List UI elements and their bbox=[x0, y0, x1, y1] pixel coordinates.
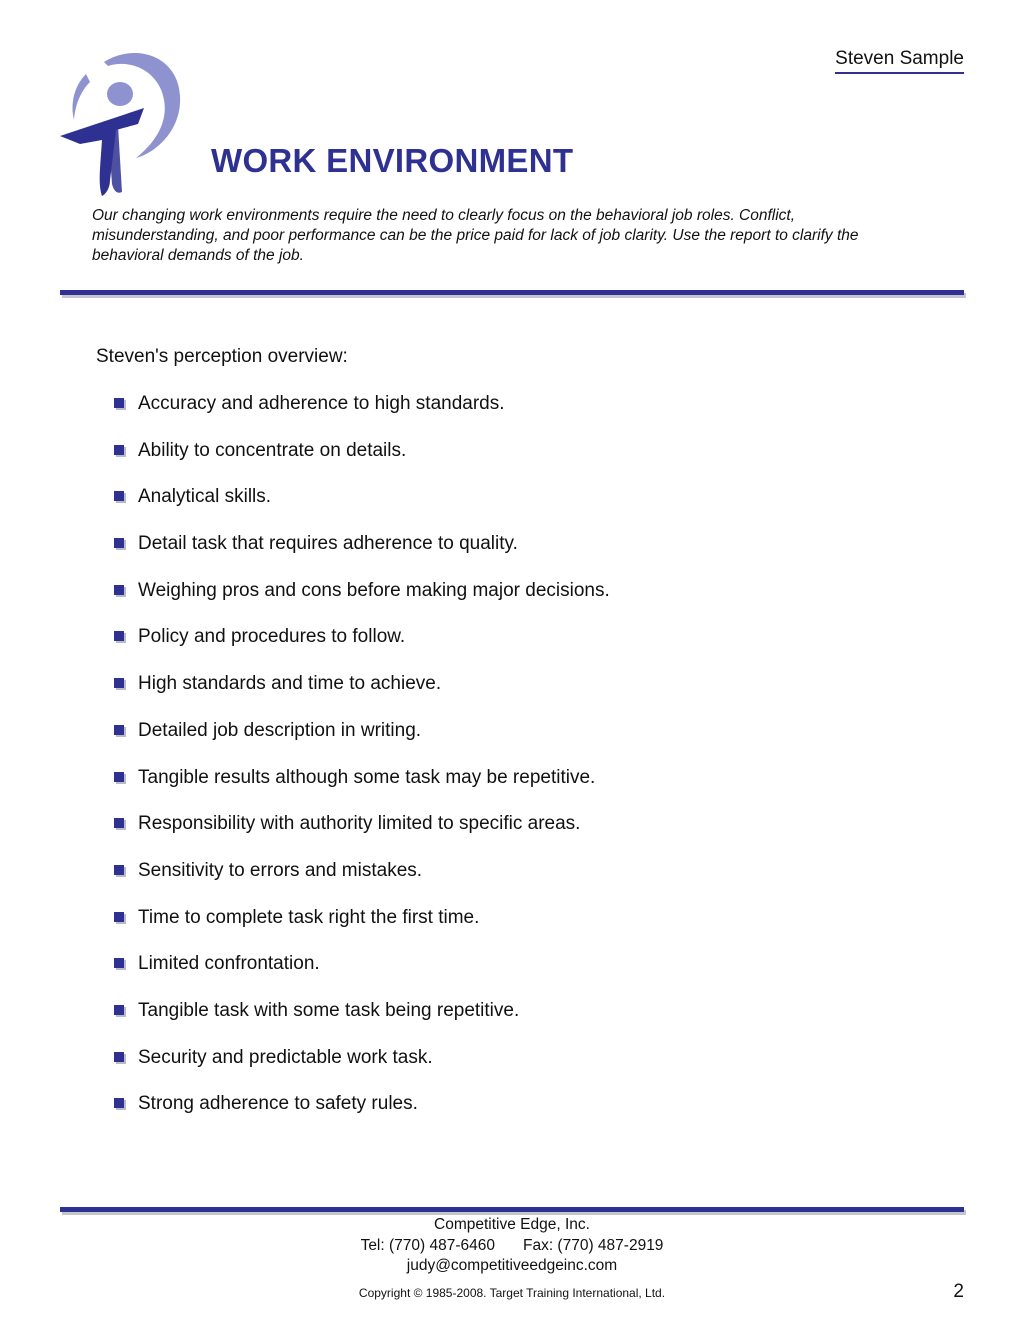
list-item-text: Responsibility with authority limited to specific areas. bbox=[138, 813, 581, 835]
list-item bbox=[114, 1092, 610, 1139]
square-bullet-icon bbox=[114, 538, 124, 548]
list-item bbox=[114, 672, 610, 719]
square-bullet-icon bbox=[114, 1052, 124, 1062]
square-bullet-icon bbox=[114, 1005, 124, 1015]
list-item-text: Policy and procedures to follow. bbox=[138, 626, 406, 648]
footer-fax: Fax: (770) 487-2919 bbox=[522, 1237, 664, 1254]
header-person-name: Steven Sample bbox=[835, 48, 964, 74]
page-title: WORK ENVIRONMENT bbox=[211, 142, 574, 179]
list-item-text: Accuracy and adherence to high standards. bbox=[138, 393, 505, 414]
list-item bbox=[114, 485, 610, 532]
list-item bbox=[114, 625, 610, 672]
list-item bbox=[114, 906, 610, 953]
list-item-text: Detailed job description in writing. bbox=[138, 719, 422, 741]
footer-company: Competitive Edge, Inc. bbox=[434, 1216, 590, 1233]
list-item bbox=[114, 766, 610, 813]
footer-contact bbox=[0, 1237, 1024, 1255]
list-item bbox=[114, 952, 610, 999]
list-item-text: Ability to concentrate on details. bbox=[138, 439, 407, 461]
intro-paragraph: Our changing work environments require the need to clearly focus on the behavioral job roles. Conflict, misunderstanding, and poor performance can be the price paid for lack of job clarity. Use the report to clarify the behavioral demands of the job. bbox=[92, 207, 859, 264]
overview-heading: Steven's perception overview: bbox=[96, 346, 348, 367]
list-item bbox=[114, 999, 610, 1046]
list-item bbox=[114, 439, 610, 486]
list-item-text: Detail task that requires adherence to quality. bbox=[138, 533, 518, 555]
list-item-text: Security and predictable work task. bbox=[138, 1046, 433, 1068]
square-bullet-icon bbox=[114, 491, 124, 501]
perception-list bbox=[114, 392, 610, 1139]
list-item bbox=[114, 392, 610, 439]
footer-copyright: Copyright © 1985-2008. Target Training International, Ltd. bbox=[358, 1286, 666, 1300]
square-bullet-icon bbox=[114, 958, 124, 968]
list-item-text: High standards and time to achieve. bbox=[138, 673, 442, 695]
square-bullet-icon bbox=[114, 1098, 124, 1108]
list-item bbox=[114, 859, 610, 906]
square-bullet-icon bbox=[114, 678, 124, 688]
list-item-text: Weighing pros and cons before making major decisions. bbox=[138, 579, 610, 601]
figure-logo-icon bbox=[56, 44, 186, 199]
footer-tel: Tel: (770) 487-6460 bbox=[360, 1237, 495, 1254]
list-item-text: Time to complete task right the first time. bbox=[138, 906, 480, 928]
square-bullet-icon bbox=[114, 725, 124, 735]
bottom-divider bbox=[60, 1207, 964, 1212]
square-bullet-icon bbox=[114, 865, 124, 875]
square-bullet-icon bbox=[114, 585, 124, 595]
square-bullet-icon bbox=[114, 912, 124, 922]
square-bullet-icon bbox=[114, 772, 124, 782]
list-item bbox=[114, 579, 610, 626]
list-item-text: Limited confrontation. bbox=[138, 953, 320, 975]
list-item bbox=[114, 1046, 610, 1093]
list-item bbox=[114, 719, 610, 766]
list-item-text: Tangible task with some task being repetitive. bbox=[138, 999, 520, 1021]
square-bullet-icon bbox=[114, 445, 124, 455]
list-item-text: Tangible results although some task may be repetitive. bbox=[138, 766, 596, 788]
square-bullet-icon bbox=[114, 818, 124, 828]
top-divider bbox=[60, 290, 964, 295]
list-item bbox=[114, 532, 610, 579]
square-bullet-icon bbox=[114, 398, 124, 408]
list-item-text: Analytical skills. bbox=[138, 486, 272, 508]
list-item-text: Sensitivity to errors and mistakes. bbox=[138, 859, 423, 881]
square-bullet-icon bbox=[114, 631, 124, 641]
list-item-text: Strong adherence to safety rules. bbox=[138, 1093, 418, 1115]
footer-email: judy@competitiveedgeinc.com bbox=[406, 1257, 618, 1274]
list-item bbox=[114, 812, 610, 859]
page-number: 2 bbox=[953, 1281, 964, 1302]
